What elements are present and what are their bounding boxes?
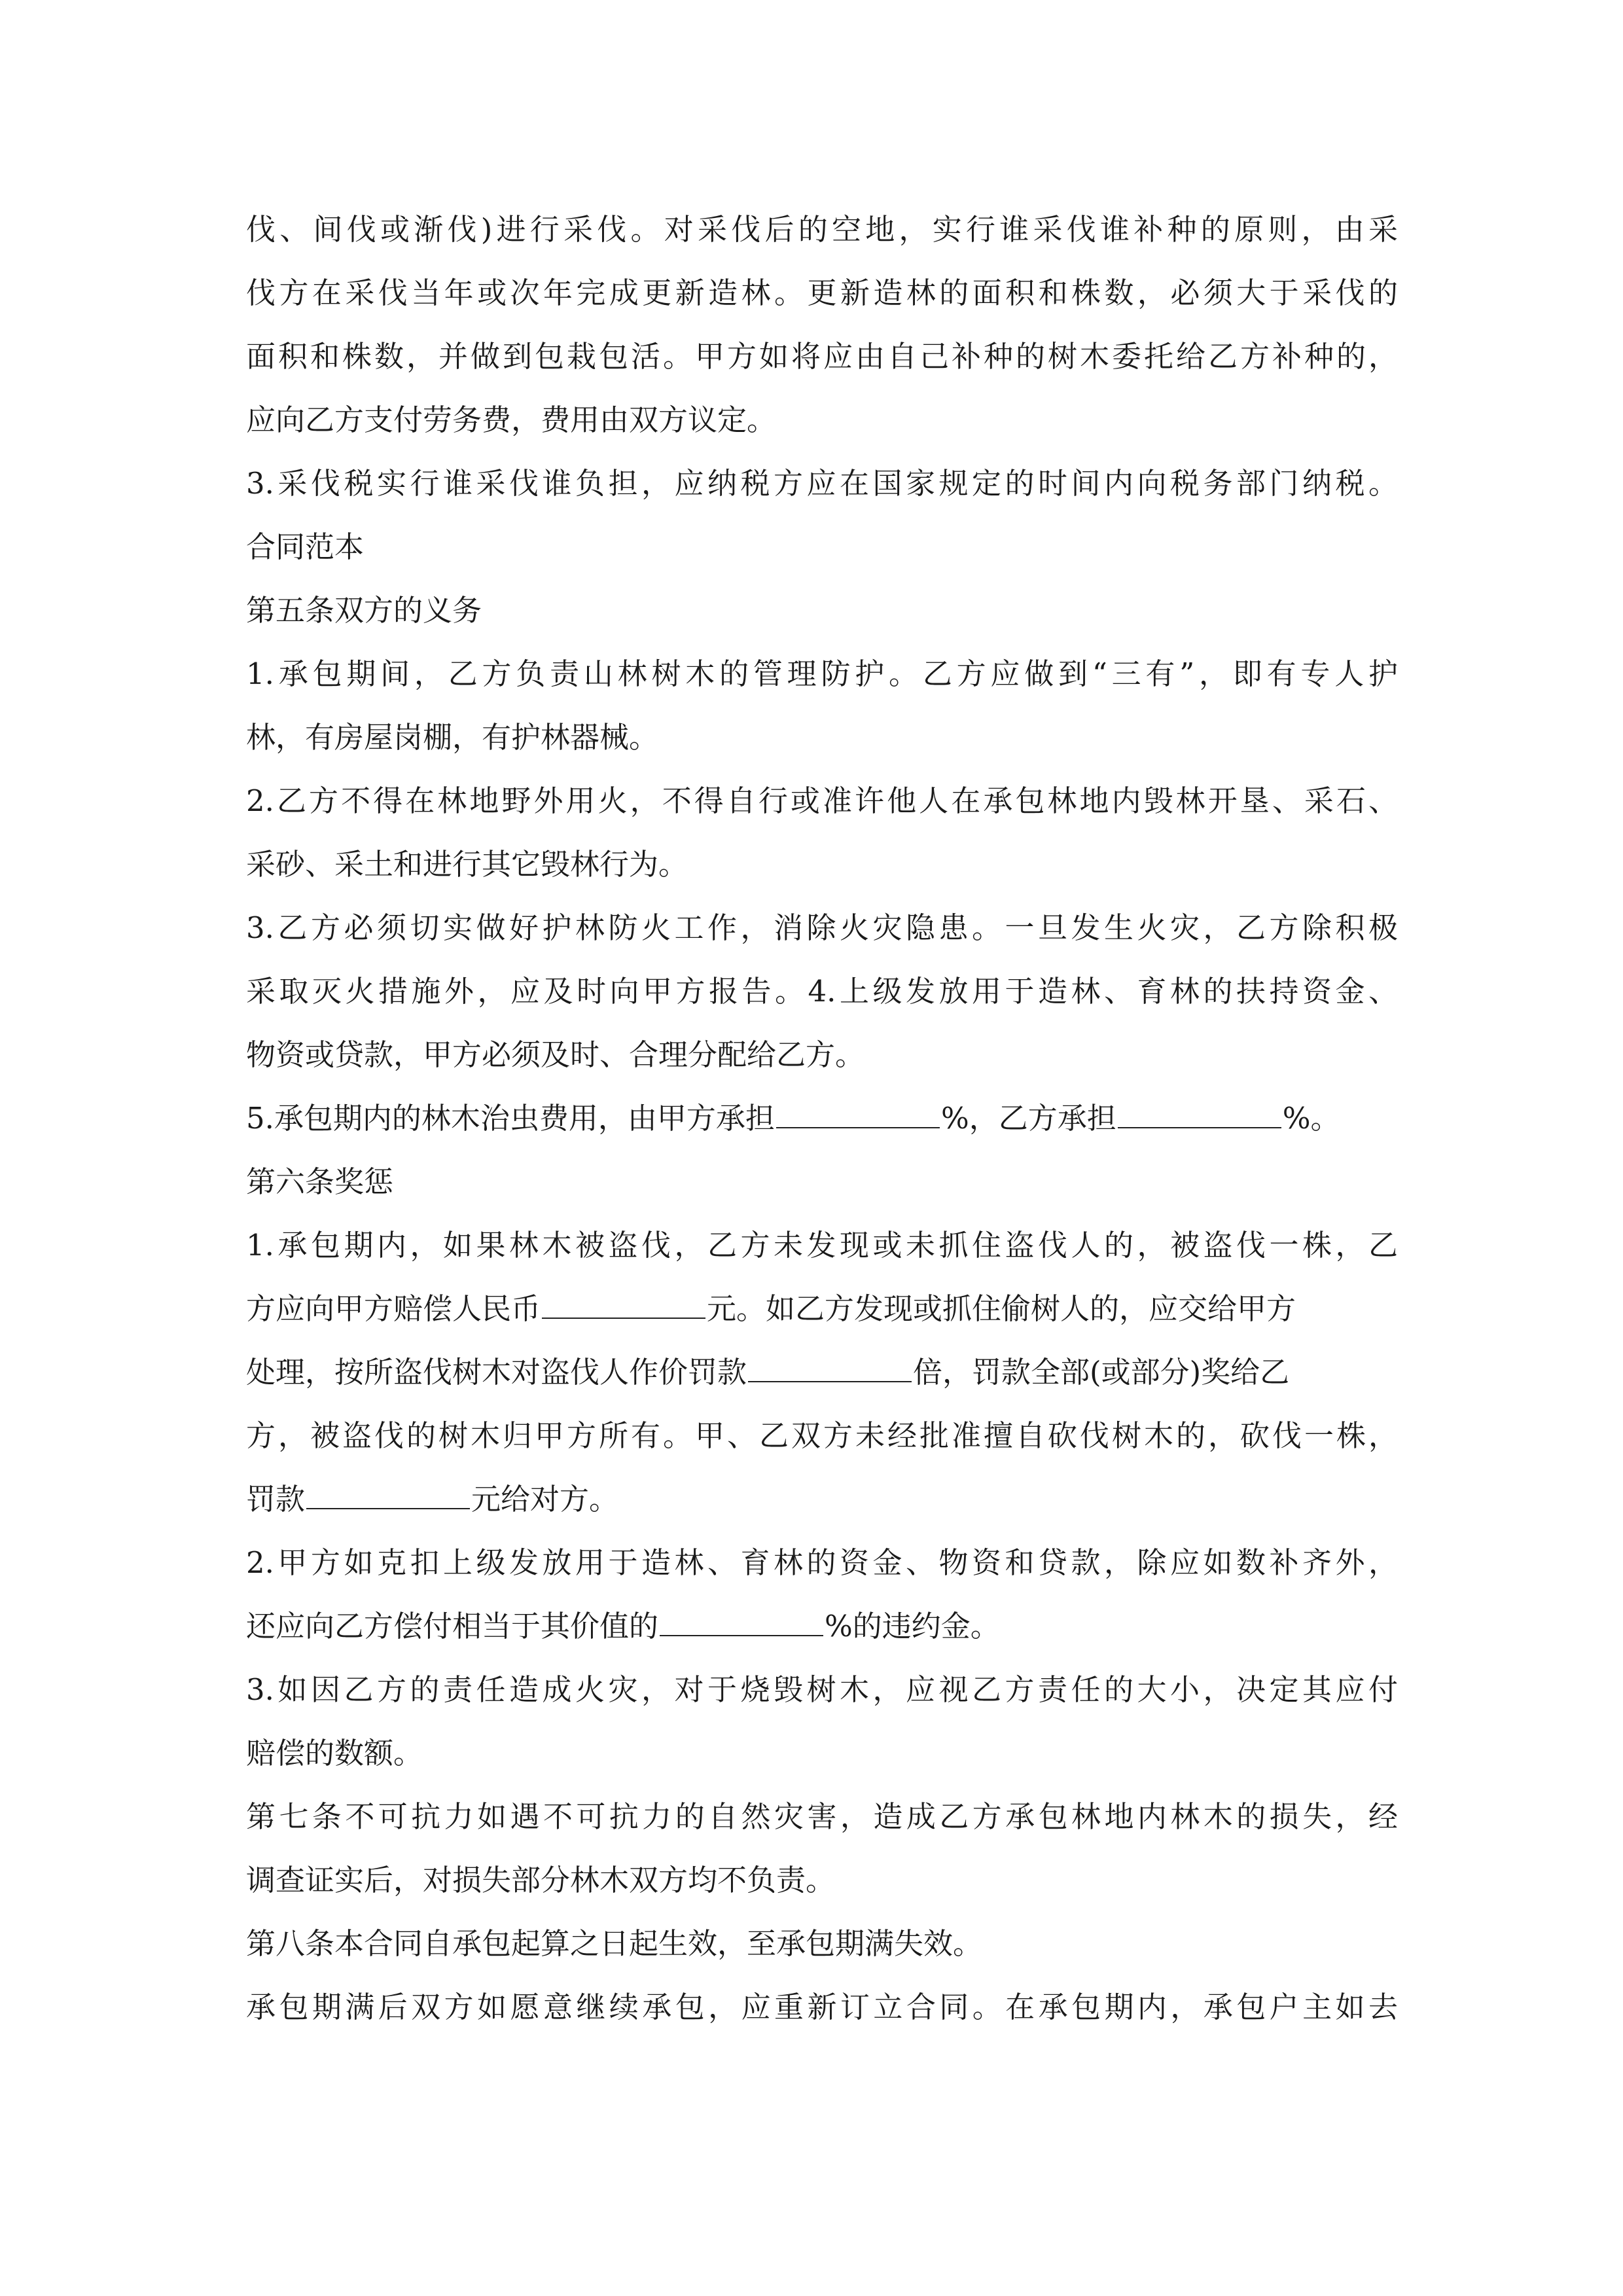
document-page: [246, 198, 1398, 2039]
article-7-text: 第七条不可抗力如遇不可抗力的自然灾害，造成乙方承包林地内林木的损失，经: [246, 1799, 1398, 1834]
text-line-with-blank: 处理，按所盗伐树木对盗伐人作价罚款 倍，罚款全部(或部分)奖给乙: [246, 1355, 1290, 1390]
text-line: 伐方在采伐当年或次年完成更新造林。更新造林的面积和株数，必须大于采伐的: [246, 276, 1398, 310]
text-line: 采取灭火措施外，应及时向甲方报告。4.上级发放用于造林、育林的扶持资金、: [246, 974, 1398, 1009]
text-line: 2.乙方不得在林地野外用火，不得自行或准许他人在承包林地内毁林开垦、采石、: [246, 783, 1398, 818]
fill-blank[interactable]: [660, 1615, 823, 1636]
article-5-title: 第五条双方的义务: [246, 593, 482, 628]
text-line: 赔偿的数额。: [246, 1736, 423, 1770]
text-line: 方，被盗伐的树木归甲方所有。甲、乙双方未经批准擅自砍伐树木的，砍伐一株，: [246, 1418, 1398, 1453]
fill-blank[interactable]: [776, 1107, 940, 1128]
text-line: 伐、间伐或渐伐)进行采伐。对采伐后的空地，实行谁采伐谁补种的原则，由采: [246, 212, 1398, 247]
text-line-with-blanks: 5.承包期内的林木治虫费用，由甲方承担 %，乙方承担 %。: [246, 1101, 1340, 1136]
text-line: 采砂、采土和进行其它毁林行为。: [246, 847, 688, 882]
text-line: 3.如因乙方的责任造成火灾，对于烧毁树木，应视乙方责任的大小，决定其应付: [246, 1672, 1398, 1707]
fill-blank[interactable]: [748, 1361, 912, 1382]
text-line: 面积和株数，并做到包栽包活。甲方如将应由自己补种的树木委托给乙方补种的，: [246, 339, 1398, 374]
text-line: 3.采伐税实行谁采伐谁负担，应纳税方应在国家规定的时间内向税务部门纳税。: [246, 466, 1398, 501]
text-line: 应向乙方支付劳务费，费用由双方议定。: [246, 403, 777, 437]
text-line: 1.承包期内，如果林木被盗伐，乙方未发现或未抓住盗伐人的，被盗伐一株，乙: [246, 1228, 1398, 1263]
text-line: 调查证实后，对损失部分林木双方均不负责。: [246, 1863, 836, 1897]
fill-blank[interactable]: [542, 1298, 705, 1319]
text-line: 2.甲方如克扣上级发放用于造林、育林的资金、物资和贷款，除应如数补齐外，: [246, 1545, 1398, 1580]
fill-blank[interactable]: [306, 1488, 470, 1509]
text-line-with-blank: 方应向甲方赔偿人民币 元。如乙方发现或抓住偷树人的，应交给甲方: [246, 1291, 1296, 1326]
text-line: 物资或贷款，甲方必须及时、合理分配给乙方。: [246, 1037, 865, 1072]
text-line: 1.承包期间，乙方负责山林树木的管理防护。乙方应做到“三有”，即有专人护: [246, 656, 1398, 691]
text-line: 林，有房屋岗棚，有护林器械。: [246, 720, 659, 755]
fill-blank[interactable]: [1118, 1107, 1281, 1128]
text-line: 承包期满后双方如愿意继续承包，应重新订立合同。在承包期内，承包户主如去: [246, 1990, 1398, 2024]
article-6-title: 第六条奖惩: [246, 1164, 394, 1199]
text-line-with-blank: 罚款 元给对方。: [246, 1482, 619, 1516]
text-line-with-blank: 还应向乙方偿付相当于其价值的 %的违约金。: [246, 1609, 1000, 1643]
article-8-text: 第八条本合同自承包起算之日起生效，至承包期满失效。: [246, 1926, 983, 1961]
text-line: 合同范本: [246, 529, 365, 564]
text-line: 3.乙方必须切实做好护林防火工作，消除火灾隐患。一旦发生火灾，乙方除积极: [246, 910, 1398, 945]
